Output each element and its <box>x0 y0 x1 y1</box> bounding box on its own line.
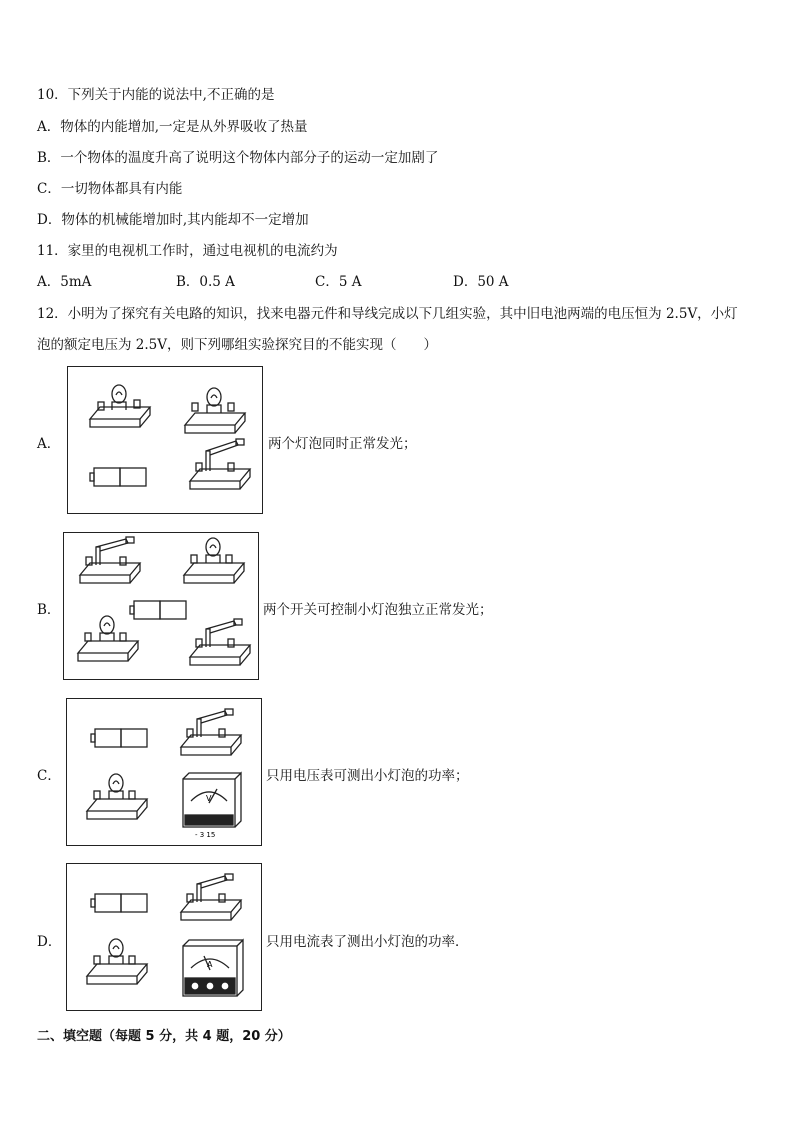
q12-figure-d <box>66 863 262 1011</box>
q12-choice-c-letter: C． <box>37 768 61 784</box>
battery-icon <box>91 894 147 912</box>
battery-icon <box>90 468 146 486</box>
q12-choice-a-caption: 两个灯泡同时正常发光； <box>268 436 417 452</box>
bulb-on-board-icon <box>90 385 150 427</box>
voltmeter-scale-label: - 3 15 <box>195 831 216 839</box>
q11-option-a: A．5mA <box>37 274 92 290</box>
switch-on-board-icon <box>181 709 241 755</box>
q10-option-c: C．一切物体都具有内能 <box>37 181 183 197</box>
bulb-on-board-icon <box>184 538 244 583</box>
q11-option-b: B．0.5 A <box>176 274 235 290</box>
section-2-heading: 二、填空题（每题 5 分，共 4 题，20 分） <box>37 1029 291 1044</box>
q12-choice-a-letter: A． <box>37 436 61 452</box>
q10-option-d: D．物体的机械能增加时,其内能却不一定增加 <box>37 212 309 228</box>
ammeter-icon <box>183 940 243 996</box>
voltmeter-symbol: V <box>206 794 212 803</box>
q10-option-b: B．一个物体的温度升高了说明这个物体内部分子的运动一定加剧了 <box>37 150 439 166</box>
q12-choice-b-letter: B． <box>37 602 61 618</box>
bulb-on-board-icon <box>87 774 147 819</box>
q12-choice-d-letter: D． <box>37 934 62 950</box>
q12-figure-b <box>63 532 259 680</box>
ammeter-symbol: A <box>207 960 213 969</box>
bulb-on-board-icon <box>87 939 147 984</box>
q12-figure-a <box>67 366 263 514</box>
q12-choice-c-caption: 只用电压表可测出小灯泡的功率； <box>266 768 469 784</box>
bulb-on-board-icon <box>78 616 138 661</box>
q12-stem-line2: 泡的额定电压为 2.5V，则下列哪组实验探究目的不能实现（ ） <box>37 337 438 353</box>
q11-stem: 11．家里的电视机工作时，通过电视机的电流约为 <box>37 243 338 259</box>
q10-option-a: A．物体的内能增加,一定是从外界吸收了热量 <box>37 119 308 135</box>
battery-icon <box>130 601 186 619</box>
battery-icon <box>91 729 147 747</box>
q12-choice-b-caption: 两个开关可控制小灯泡独立正常发光； <box>263 602 493 618</box>
q11-option-d: D．50 A <box>453 274 509 290</box>
bulb-on-board-icon <box>185 388 245 433</box>
switch-on-board-icon <box>181 874 241 920</box>
q12-figure-c <box>66 698 262 846</box>
q11-option-c: C．5 A <box>315 274 362 290</box>
switch-on-board-icon <box>190 619 250 665</box>
voltmeter-icon <box>183 773 241 827</box>
q12-stem-line1: 12．小明为了探究有关电路的知识，找来电器元件和导线完成以下几组实验，其中旧电池两端的电压恒为 2.5V，小灯 <box>37 306 738 322</box>
q10-stem: 10．下列关于内能的说法中,不正确的是 <box>37 87 275 103</box>
switch-on-board-icon <box>80 537 140 583</box>
switch-on-board-icon <box>190 439 250 489</box>
q12-choice-d-caption: 只用电流表了测出小灯泡的功率． <box>266 934 469 950</box>
